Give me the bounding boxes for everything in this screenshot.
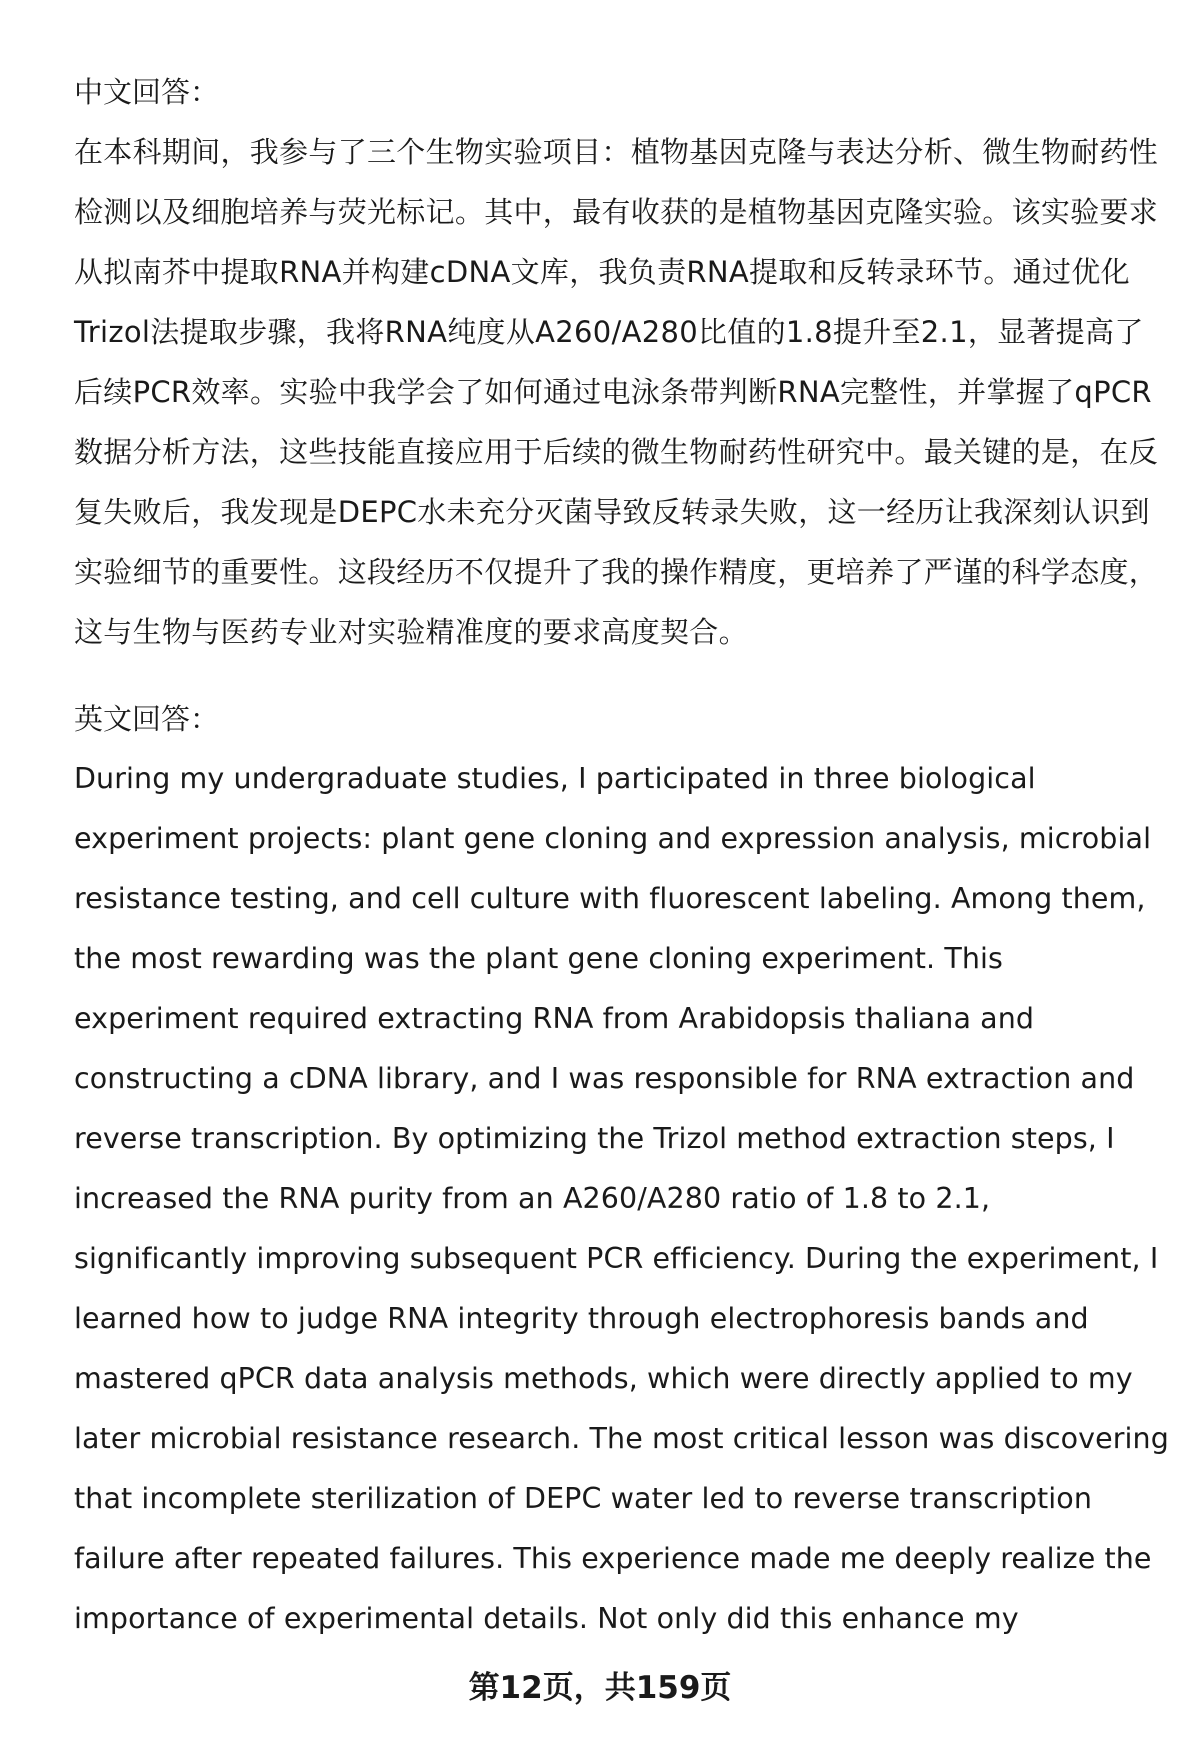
chinese-answer-label: 中文回答： (74, 75, 220, 109)
document-page (74, 62, 1169, 1649)
english-answer-label: 英文回答： (74, 702, 220, 736)
chinese-answer-body: 在本科期间，我参与了三个生物实验项目：植物基因克隆与表达分析、微生物耐药性检测以及细胞培养与荧光标记。其中，最有收获的是植物基因克隆实验。该实验要求从拟南芥中提取RNA并构建cDNA文库，我负责RNA提取和反转录环节。通过优化Trizol法提取步骤，我将RNA纯度从A260/A280比值的1.8提升至2.1，显著提高了后续PCR效率。实验中我学会了如何通过电泳条带判断RNA完整性，并掌握了qPCR数据分析方法，这些技能直接应用于后续的微生物耐药性研究中。最关键的是，在反复失败后，我发现是DEPC水未充分灭菌导致反转录失败，这一经历让我深刻认识到实验细节的重要性。这段经历不仅提升了我的操作精度，更培养了严谨的科学态度，这与生物与医药专业对实验精准度的要求高度契合。 (74, 135, 1159, 649)
section-gap (74, 662, 1169, 689)
page-number-footer: 第12页，共159页 (468, 1670, 732, 1706)
english-answer-body: During my undergraduate studies, I participated in three biological experiment projects: plant gene cloning and expression analysis, microbial resistance testing, and cell culture with fluorescent labeling. Among them, the most rewarding was the plant gene cloning experiment. This experiment required extracting RNA from Arabidopsis thaliana and constructing a cDNA library, and I was responsible for RNA extraction and reverse transcription. By optimizing the Trizol method extraction steps, I increased the RNA purity from an A260/A280 ratio of 1.8 to 2.1, significantly improving subsequent PCR efficiency. During the experiment, I learned how to judge RNA integrity through electrophoresis bands and mastered qPCR data analysis methods, which were directly applied to my later microbial resistance research. The most critical lesson was discovering that incomplete sterilization of DEPC water led to reverse transcription failure after repeated failures. This experience made me deeply realize the importance of experimental details. Not only did this enhance my (74, 762, 1169, 1635)
